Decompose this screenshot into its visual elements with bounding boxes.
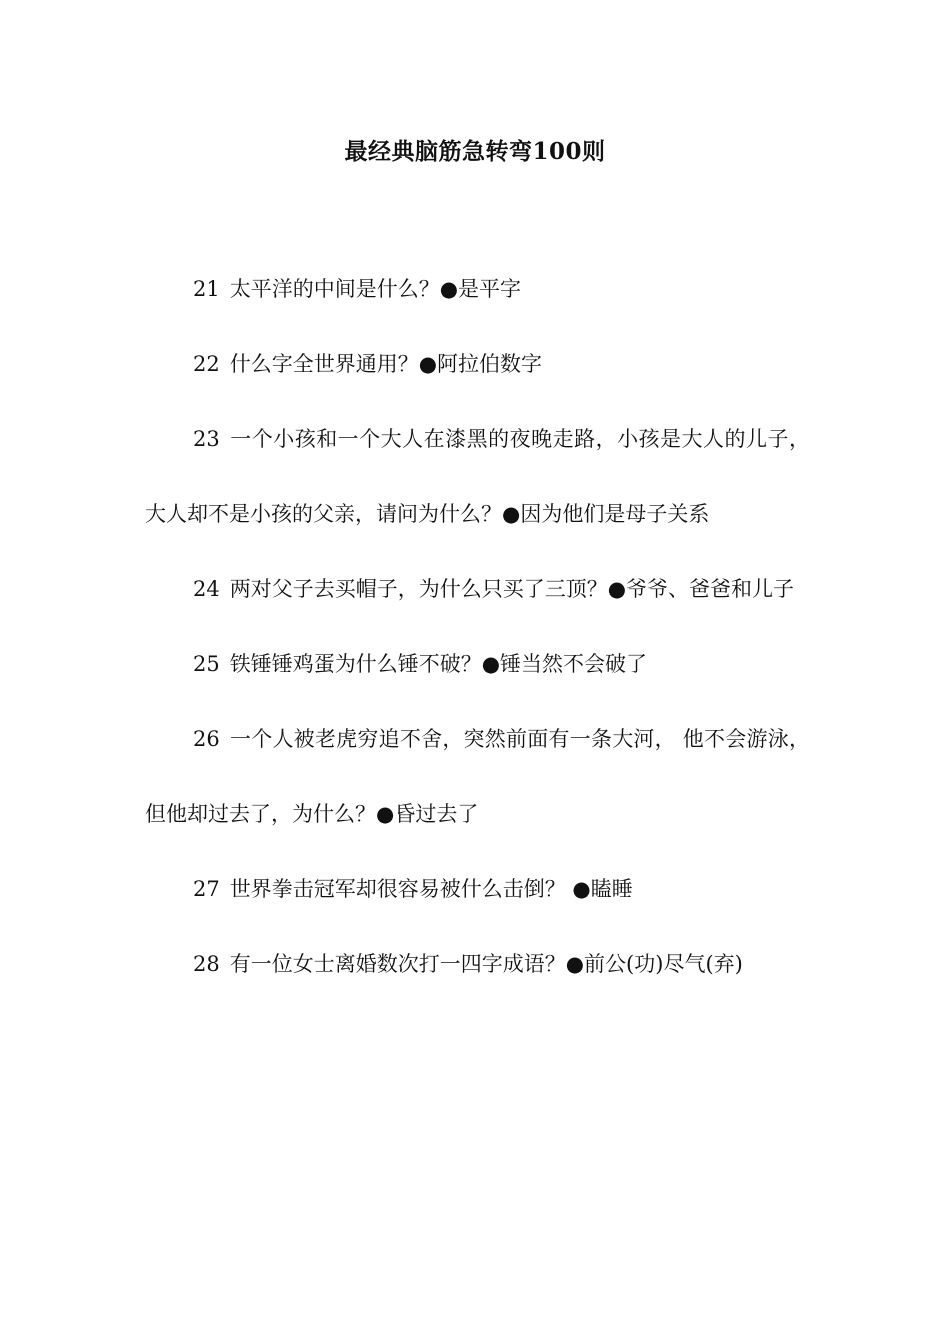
document-body xyxy=(145,252,810,1002)
qa-answer: ●爷爷、爸爸和儿子 xyxy=(607,577,795,601)
qa-item-27 xyxy=(145,852,810,927)
qa-number: 26 xyxy=(193,727,220,751)
qa-answer: ●是平字 xyxy=(439,277,522,301)
qa-item-25 xyxy=(145,627,810,702)
qa-number: 25 xyxy=(193,652,220,676)
qa-number: 27 xyxy=(193,877,220,901)
qa-number: 22 xyxy=(193,352,220,376)
qa-answer: ●前公(功)尽气(弃) xyxy=(565,952,743,976)
qa-answer: ●昏过去了 xyxy=(376,802,479,826)
document-title: 最经典脑筋急转弯100则 xyxy=(344,138,606,165)
qa-question: 一个人被老虎穷追不舍，突然前面有一条大河， 他不会游泳，但他却过去了，为什么？ xyxy=(145,727,810,826)
qa-item-26 xyxy=(145,702,810,852)
qa-item-21 xyxy=(145,252,810,327)
qa-answer: ●阿拉伯数字 xyxy=(418,352,543,376)
qa-number: 24 xyxy=(193,577,220,601)
qa-answer: ●锤当然不会破了 xyxy=(481,652,648,676)
qa-question: 什么字全世界通用？ xyxy=(229,352,419,376)
qa-answer: ●因为他们是母子关系 xyxy=(502,502,710,526)
qa-item-23 xyxy=(145,402,810,552)
qa-item-22 xyxy=(145,327,810,402)
qa-question: 世界拳击冠军却很容易被什么击倒？ xyxy=(229,877,573,901)
qa-number: 23 xyxy=(193,427,220,451)
qa-answer: ●瞌睡 xyxy=(572,877,633,901)
qa-number: 28 xyxy=(193,952,220,976)
qa-number: 21 xyxy=(193,277,220,301)
qa-question: 铁锤锤鸡蛋为什么锤不破？ xyxy=(229,652,482,676)
qa-question: 有一位女士离婚数次打一四字成语？ xyxy=(229,952,566,976)
qa-question: 一个小孩和一个大人在漆黑的夜晚走路，小孩是大人的儿子，大人却不是小孩的父亲，请问为什么？ xyxy=(145,427,810,526)
qa-item-24 xyxy=(145,552,810,627)
qa-item-28 xyxy=(145,927,810,1002)
qa-question: 太平洋的中间是什么？ xyxy=(229,277,440,301)
qa-question: 两对父子去买帽子，为什么只买了三顶？ xyxy=(229,577,608,601)
